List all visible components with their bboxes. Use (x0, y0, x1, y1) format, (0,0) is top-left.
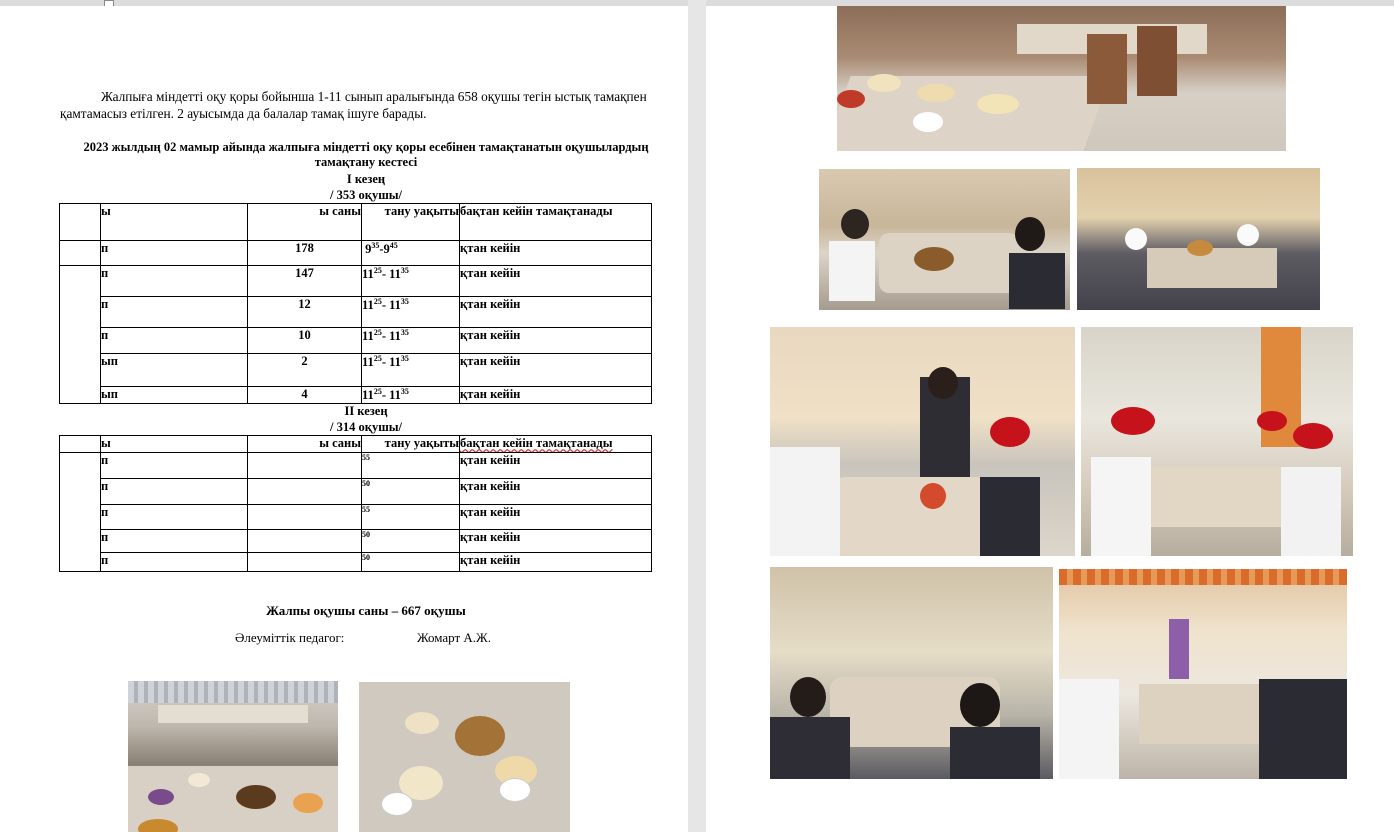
count-cell: 12 (248, 297, 362, 328)
photo-children-at-table-2 (1077, 168, 1320, 310)
child-shirt (1091, 457, 1151, 556)
time-cell: 55 (362, 505, 460, 530)
note-cell: қтан кейін (460, 297, 652, 328)
class-cell: ып (101, 387, 248, 404)
plate (188, 773, 210, 787)
plate (293, 793, 323, 813)
note-cell: қтан кейін (460, 328, 652, 354)
child-head (790, 677, 826, 717)
child-head (960, 683, 1000, 727)
note-cell: қтан кейін (460, 530, 652, 553)
shift2-table (59, 435, 652, 572)
table-row (60, 553, 652, 572)
header-cell: тану уақыты (362, 436, 460, 453)
table-top (830, 477, 1000, 556)
child-vest (1259, 679, 1347, 779)
count-cell (248, 530, 362, 553)
header-cell: ы (101, 204, 248, 241)
note-cell: қтан кейін (460, 241, 652, 266)
child-shirt (1059, 679, 1119, 779)
child-head (841, 209, 869, 239)
fruit-basket (455, 716, 505, 756)
time-cell: $11^{25}-$ $11^{35}$ (362, 328, 460, 354)
curtain (1059, 569, 1347, 585)
note-cell: қтан кейін (460, 553, 652, 572)
child-vest (1009, 253, 1065, 309)
time-cell: $11^{25}-$ $11^{35}$ (362, 354, 460, 387)
table-header-row (60, 204, 652, 241)
time-cell: $9^{35}-9^{45}$ (362, 241, 460, 266)
class-cell: п (101, 553, 248, 572)
header-cell: тану уақыты (362, 204, 460, 241)
child-vest (980, 477, 1040, 556)
total-students: Жалпы оқушы саны – 667 оқушы (266, 603, 466, 618)
child-shirt (770, 447, 840, 556)
note-cell: қтан кейін (460, 354, 652, 387)
red-bow (990, 417, 1030, 447)
teacher-head (928, 367, 958, 399)
plate (1187, 240, 1213, 256)
table-top (158, 705, 308, 723)
signature-name: Жомарт А.Ж. (417, 630, 491, 645)
time-cell: $11^{25}-$ $11^{35}$ (362, 387, 460, 404)
red-bow (1257, 411, 1287, 431)
photo-dining-tables (128, 681, 338, 832)
count-cell (248, 553, 362, 572)
table-cell (60, 453, 101, 572)
child-vest (950, 727, 1040, 779)
table-row (60, 297, 652, 328)
signature-role: Әлеуміттік педагог: (235, 630, 345, 645)
table-top (1141, 467, 1301, 527)
note-cell: қтан кейін (460, 479, 652, 505)
bowl (148, 789, 174, 805)
table-cell (60, 241, 101, 266)
time-cell: $11^{25}-$ $11^{35}$ (362, 266, 460, 297)
time-cell: 50 (362, 479, 460, 505)
staff-figure (1169, 619, 1189, 679)
table-row (60, 453, 652, 479)
class-cell: п (101, 530, 248, 553)
cup (913, 112, 943, 132)
table-row (60, 266, 652, 297)
note-cell: қтан кейін (460, 505, 652, 530)
time-cell: 50 (362, 530, 460, 553)
table-header-row (60, 436, 652, 453)
red-bow (1111, 407, 1155, 435)
photo-children-at-table-1 (819, 169, 1070, 310)
fruit-basket (914, 247, 954, 271)
intro-paragraph: Жалпыға міндетті оқу қоры бойынша 1-11 сынып аралығында 658 оқушы тегін ыстық тамақпен қамтамасыз етілген. 2 ауысымда да балалар тамақ ішуге барады. (60, 89, 647, 121)
cup (499, 778, 531, 802)
count-cell: 178 (248, 241, 362, 266)
shift1-heading: І кезең (346, 172, 386, 186)
shift1-table (59, 203, 652, 404)
table-cell (60, 436, 101, 453)
count-cell: 147 (248, 266, 362, 297)
fruit-basket (236, 785, 276, 809)
table-row (60, 354, 652, 387)
class-cell: ып (101, 354, 248, 387)
count-cell (248, 505, 362, 530)
time-cell: 50 (362, 553, 460, 572)
time-cell: $11^{25}-$ $11^{35}$ (362, 297, 460, 328)
plate (917, 84, 955, 102)
table-cell (60, 266, 101, 404)
white-bow (1237, 224, 1259, 246)
plate (867, 74, 901, 92)
table-cell (60, 204, 101, 241)
time-cell: 55 (362, 453, 460, 479)
chair (1137, 26, 1177, 96)
photo-teacher-with-children (770, 327, 1075, 556)
photo-children-eating-2 (1059, 569, 1347, 779)
header-cell: ы саны (248, 204, 362, 241)
document-page-left (0, 6, 688, 832)
child-head (1015, 217, 1045, 251)
basket (920, 483, 946, 509)
class-cell: п (101, 297, 248, 328)
note-cell: қтан кейін (460, 266, 652, 297)
child-shirt (829, 241, 875, 301)
page-gap (688, 0, 706, 832)
class-cell: п (101, 505, 248, 530)
table-row (60, 387, 652, 404)
shift1-count: / 353 оқушы/ (330, 188, 402, 202)
count-cell: 4 (248, 387, 362, 404)
schedule-title: 2023 жылдың 02 мамыр айында жалпыға міндетті оқу қоры есебінен тамақтанатын оқушылардың тамақтану кестесі (83, 140, 649, 169)
count-cell: 10 (248, 328, 362, 354)
photo-girls-with-red-bows (1081, 327, 1353, 556)
fruit (837, 90, 865, 108)
header-cell: ы (101, 436, 248, 453)
header-cell: бақтан кейін тамақтанады (460, 436, 652, 453)
table-row (60, 479, 652, 505)
count-cell (248, 479, 362, 505)
table-row (60, 328, 652, 354)
count-cell: 2 (248, 354, 362, 387)
header-cell: бақтан кейін тамақтанады (460, 204, 652, 241)
table-top (1147, 248, 1277, 288)
shift2-heading: ІІ кезең (344, 404, 388, 418)
table-row (60, 505, 652, 530)
child-shirt (1281, 467, 1341, 556)
count-cell (248, 453, 362, 479)
class-cell: п (101, 453, 248, 479)
photo-children-eating-1 (770, 567, 1053, 779)
class-cell: п (101, 241, 248, 266)
window-blinds (128, 681, 338, 703)
table-row (60, 530, 652, 553)
white-bow (1125, 228, 1147, 250)
class-cell: п (101, 266, 248, 297)
plate (405, 712, 439, 734)
note-cell: қтан кейін (460, 453, 652, 479)
note-cell: қтан кейін (460, 387, 652, 404)
child-vest (770, 717, 850, 779)
table-row (60, 241, 652, 266)
shift2-count: / 314 оқушы/ (330, 420, 402, 434)
header-cell: ы саны (248, 436, 362, 453)
class-cell: п (101, 328, 248, 354)
class-cell: п (101, 479, 248, 505)
plate (977, 94, 1019, 114)
plate (138, 819, 178, 832)
red-bow (1293, 423, 1333, 449)
cup (381, 792, 413, 816)
photo-dining-hall (837, 6, 1286, 151)
photo-table-with-plates (359, 682, 570, 832)
chair (1087, 34, 1127, 104)
